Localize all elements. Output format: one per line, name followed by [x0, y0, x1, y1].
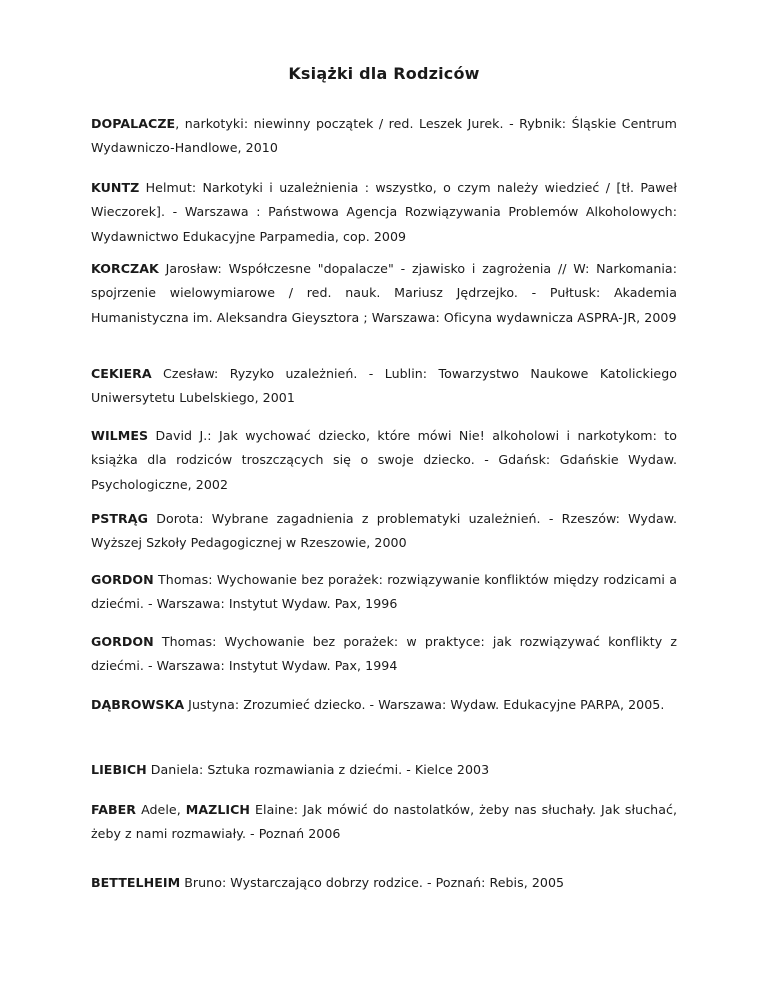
bibliography-entry: [91, 798, 677, 847]
entry-text: Thomas: Wychowanie bez porażek: w praktyce: jak rozwiązywać konflikty z dziećmi. - Warszawa: Instytut Wydaw. Pax, 1994: [91, 634, 677, 674]
bibliography-entry: [91, 568, 677, 617]
entry-author-surname: DOPALACZE: [91, 116, 176, 131]
bibliography-entry: [91, 257, 677, 330]
entry-author-surname: WILMES: [91, 428, 149, 443]
entry-text: Bruno: Wystarczająco dobrzy rodzice. - Poznań: Rebis, 2005: [180, 875, 565, 890]
entry-text: Czesław: Ryzyko uzależnień. - Lublin: Towarzystwo Naukowe Katolickiego Uniwersytetu Lubelskiego, 2001: [91, 366, 677, 406]
entry-author-surname: DĄBROWSKA: [91, 697, 185, 712]
entry-author-surname: PSTRĄG: [91, 511, 148, 526]
bibliography-entry: [91, 507, 677, 556]
entry-text: Helmut: Narkotyki i uzależnienia : wszystko, o czym należy wiedzieć / [tł. Paweł Wieczorek]. - Warszawa : Państwowa Agencja Rozwiązywania Problemów Alkoholowych: Wydawnictwo Edukacyjne Parpamedia, cop. 2009: [91, 180, 677, 244]
entry-text: Daniela: Sztuka rozmawiania z dziećmi. - Kielce 2003: [146, 762, 490, 777]
entry-text: David J.: Jak wychować dziecko, które mówi Nie! alkoholowi i narkotykom: to książka dla rodziców troszczących się o swoje dziecko. - Gdańsk: Gdańskie Wydaw. Psychologiczne, 2002: [91, 428, 677, 492]
entry-author-surname: KUNTZ: [91, 180, 140, 195]
bibliography-entry: [91, 871, 677, 895]
entry-author-surname: FABER: [91, 802, 137, 817]
entry-author-surname: GORDON: [91, 572, 154, 587]
entry-author-surname: KORCZAK: [91, 261, 159, 276]
bibliography-entry: [91, 693, 677, 717]
bibliography-entry: [91, 176, 677, 249]
entry-text: Dorota: Wybrane zagadnienia z problematyki uzależnień. - Rzeszów: Wydaw. Wyższej Szkoły Pedagogicznej w Rzeszowie, 2000: [91, 511, 677, 551]
entry-author-surname: LIEBICH: [91, 762, 147, 777]
entry-text: Justyna: Zrozumieć dziecko. - Warszawa: Wydaw. Edukacyjne PARPA, 2005.: [184, 697, 665, 712]
entry-author-surname: BETTELHEIM: [91, 875, 181, 890]
entry-text-continued: Elaine: Jak mówić do nastolatków, żeby nas słuchały. Jak słuchać, żeby z nami rozmawiały. - Poznań 2006: [91, 802, 678, 842]
entry-author-surname: GORDON: [91, 634, 154, 649]
entry-coauthor-surname: MAZLICH: [185, 802, 251, 817]
bibliography-entry: [91, 362, 677, 411]
bibliography-entry: [91, 112, 677, 161]
entry-author-surname: CEKIERA: [91, 366, 152, 381]
entry-text: Thomas: Wychowanie bez porażek: rozwiązywanie konfliktów między rodzicami a dziećmi. - Warszawa: Instytut Wydaw. Pax, 1996: [91, 572, 677, 612]
entry-text: Adele,: [136, 802, 186, 817]
entry-text: Jarosław: Współczesne "dopalacze" - zjawisko i zagrożenia // W: Narkomania: spojrzenie wielowymiarowe / red. nauk. Mariusz Jędrzejko. - Pułtusk: Akademia Humanistyczna im. Aleksandra Gieysztora ; Warszawa: Oficyna wydawnicza ASPRA-JR, 2009: [91, 261, 677, 325]
entry-text: , narkotyki: niewinny początek / red. Leszek Jurek. - Rybnik: Śląskie Centrum Wydawniczo-Handlowe, 2010: [91, 116, 677, 156]
bibliography-entry: [91, 630, 677, 679]
bibliography-entry: [91, 758, 677, 782]
bibliography-entry: [91, 424, 677, 497]
page-title: Książki dla Rodziców: [288, 64, 480, 83]
